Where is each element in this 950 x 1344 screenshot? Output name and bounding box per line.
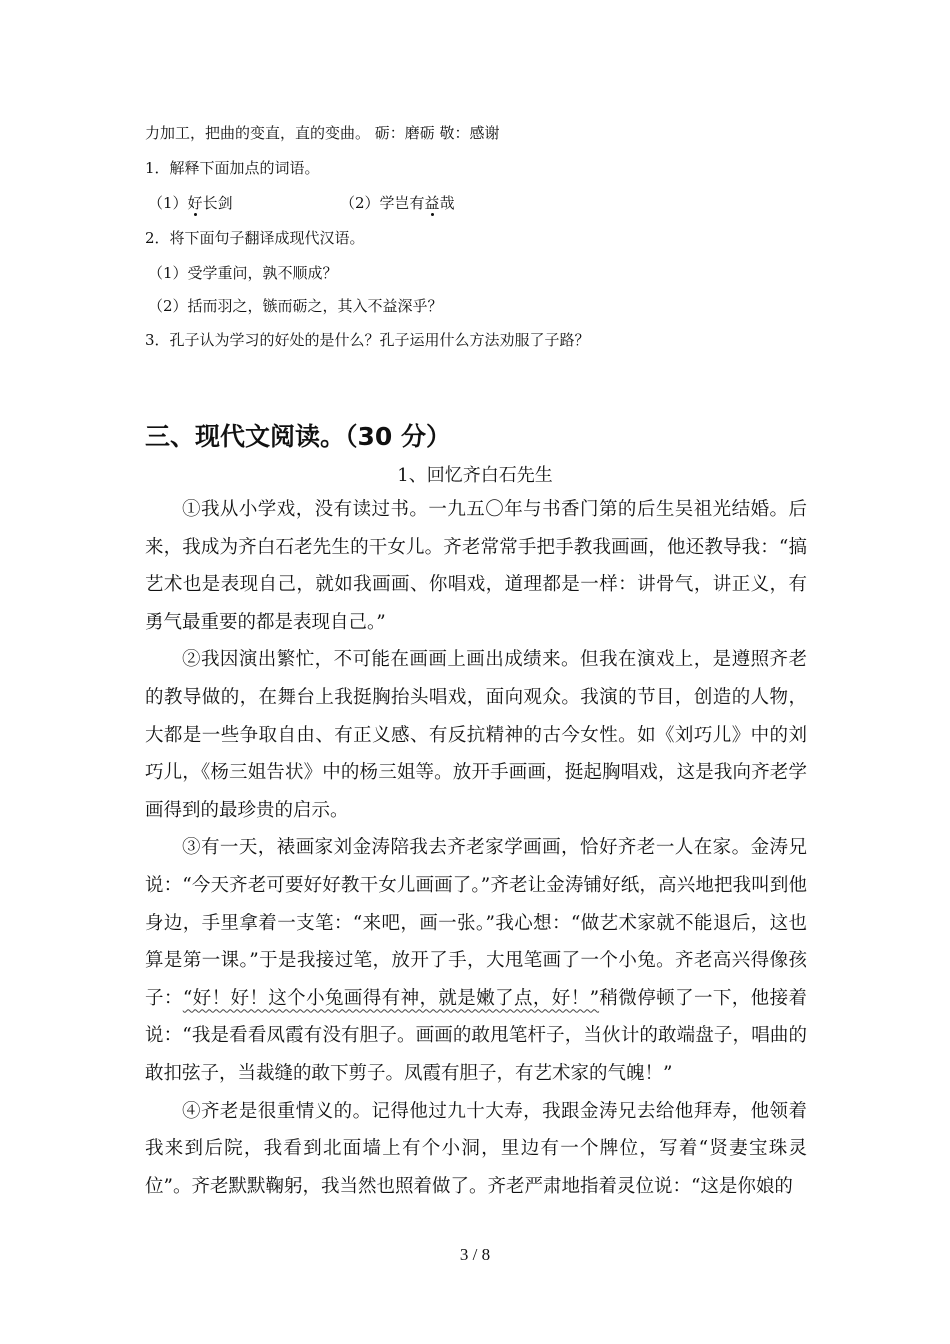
paragraph-1: ①我从小学戏，没有读过书。一九五〇年与书香门第的后生吴祖光结婚。后来，我成为齐白石老先生的干女儿。齐老常常手把手教我画画，他还教导我：“搞艺术也是表现自己，就如我画画、你唱戏，道理都是一样：讲骨气，讲正义，有勇气最重要的都是表现自己。” [145, 499, 807, 633]
item-prefix: （1） [148, 194, 188, 212]
dotted-word: 益 [424, 194, 440, 212]
paragraph-3 [145, 829, 807, 1092]
dotted-word: 好 [187, 194, 203, 212]
page-number: 3 / 8 [459, 1245, 491, 1264]
wavy-underlined-quote: “好！好！这个小兔画得有神，就是嫩了点，好！” [182, 987, 600, 1009]
question-3: 3．孔子认为学习的好处的是什么？孔子运用什么方法劝服了子路？ [145, 331, 590, 349]
item-suffix: 哉 [439, 194, 455, 212]
carryover-line: 力加工，把曲的变直，直的变曲。 砺：磨砺 敬：感谢 [145, 124, 500, 142]
paragraph-3-part-1: ③有一天，裱画家刘金涛陪我去齐老家学画画，恰好齐老一人在家。金涛兄说：“今天齐老可要好好教干女儿画画了。”齐老让金涛铺好纸，高兴地把我叫到他身边，手里拿着一支笔：“来吧，画一张。”我心想：“做艺术家就不能退后，这也算是第一课。”于是我接过笔，放开了手，大甩笔画了一个小兔。齐老高兴得像孩子： [145, 837, 807, 1009]
question-1-item-2 [340, 193, 455, 213]
question-2-item-1: （1）受学重问，孰不顺成？ [148, 264, 338, 282]
question-1-item-1 [148, 193, 233, 213]
paragraph-2: ②我因演出繁忙，不可能在画画上画出成绩来。但我在演戏上，是遵照齐老的教导做的，在舞台上我挺胸抬头唱戏，面向观众。我演的节目，创造的人物，大都是一些争取自由、有正义感、有反抗精神的古今女性。如《刘巧儿》中的刘巧儿，《杨三姐告状》中的杨三姐等。放开手画画，挺起胸唱戏，这是我向齐老学画得到的最珍贵的启示。 [145, 649, 807, 821]
question-1: 1．解释下面加点的词语。 [145, 159, 320, 177]
paragraph-4: ④齐老是很重情义的。记得他过九十大寿，我跟金涛兄去给他拜寿，他领着我来到后院，我看到北面墙上有个小洞，里边有一个牌位，写着“贤妻宝珠灵位”。齐老默默鞠躬，我当然也照着做了。齐老严肃地指着灵位说：“这是你娘的 [145, 1100, 807, 1197]
item-suffix: 长剑 [202, 194, 233, 212]
section-heading: 三、现代文阅读。（30 分） [145, 422, 451, 451]
question-2-item-2: （2）括而羽之，镞而砺之，其入不益深乎？ [148, 297, 443, 315]
item-prefix: （2）学岂有 [340, 194, 425, 212]
article-body [145, 491, 807, 1205]
question-2: 2．将下面句子翻译成现代汉语。 [145, 229, 365, 247]
paragraph-3-part-2: 稍微停顿了一下，他接着说：“我是看看凤霞有没有胆子。画画的敢甩笔杆子，当伙计的敢端盘子，唱曲的敢扣弦子，当裁缝的敢下剪子。凤霞有胆子，有艺术家的气魄！” [145, 987, 807, 1084]
article-title: 1、回忆齐白石先生 [397, 465, 553, 486]
